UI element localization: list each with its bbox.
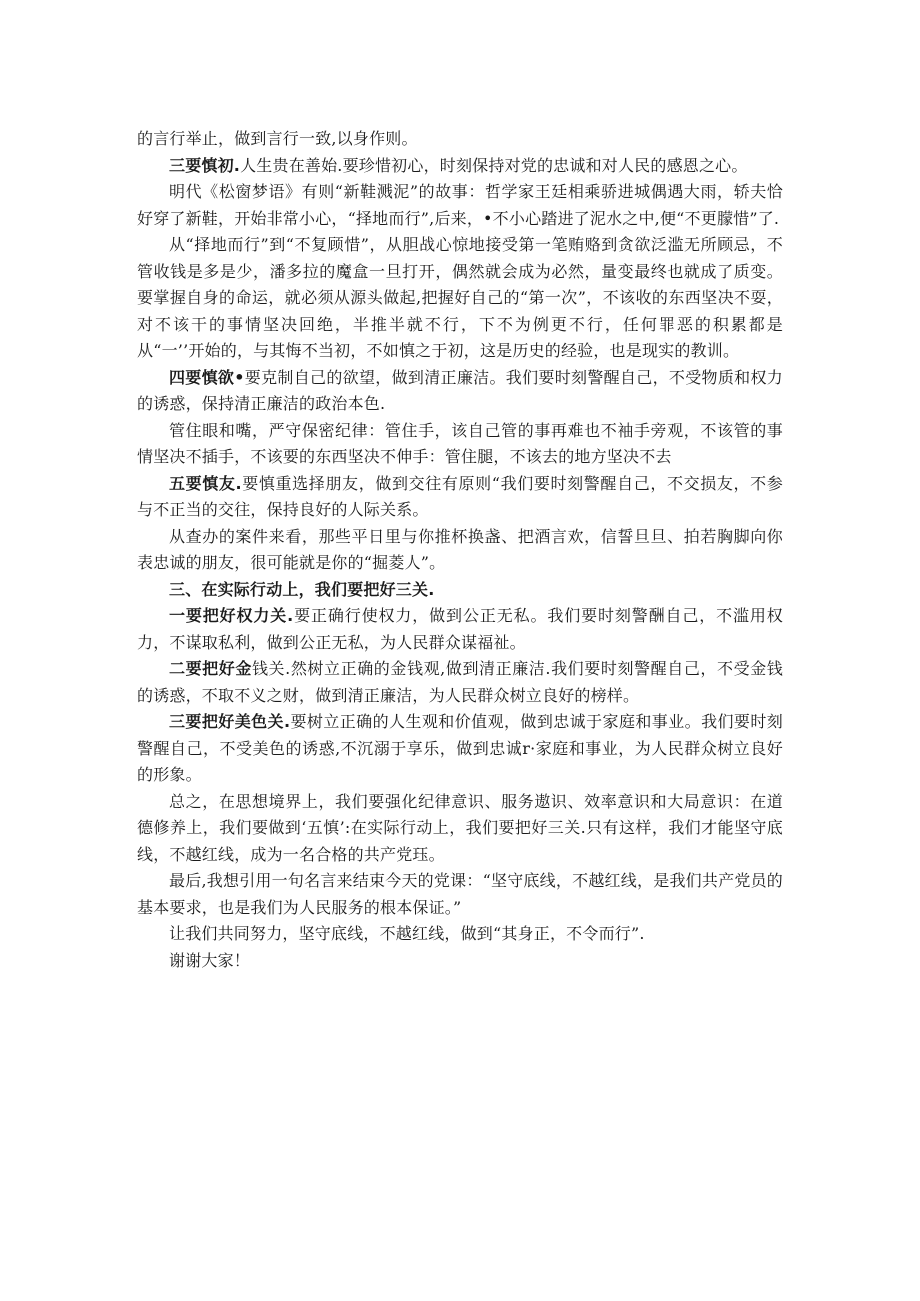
paragraph-beauty-gate	[137, 709, 783, 789]
paragraph-lead: 三要把好美色关.	[169, 712, 291, 731]
paragraph-lead: 五要慎友.	[169, 473, 242, 493]
paragraph-third-caution-beginning	[137, 153, 783, 180]
section-heading-three-gates: 三、在实际行动上，我们要把好三关.	[169, 579, 435, 599]
paragraph-fifth-caution-friends	[137, 471, 783, 524]
paragraph-summary: 总之，在思想境界上，我们要强化纪律意识、服务遨识、效率意识和大局意识：在道德修养上，我们要做到‘五慎’:在实际行动上，我们要把好三关.只有这样，我们才能坚守底线，不越红线，成为一名合格的共产党珏。	[137, 791, 783, 864]
document-body	[137, 126, 783, 974]
paragraph-text: 要克制自己的欲望，做到清正廉洁。我们要时刻警醒自己，不受物质和权力的诱惑，保持清正廉洁的政治本色.	[137, 367, 783, 413]
paragraph-guard: 管住眼和嘴，严守保密纪律：管住手，该自己管的事再难也不袖手旁观，不该管的事情坚决不插手，不该要的东西坚决不伸手：管住腿，不该去的地方坚决不去	[137, 420, 783, 466]
paragraph-text: 钱关.然树立正确的金钱观,做到清正廉洁.我们要时刻警醒自己，不受金钱的诱惑，不取不义之财，做到清正廉洁，为人民群众树立良好的榜样。	[137, 659, 783, 705]
paragraph-lead: 二要把好金	[169, 659, 252, 678]
paragraph-continuation: 的言行举止，做到言行一致,以身作则。	[137, 129, 418, 148]
paragraph-quote: 最后,我想引用一句名言来结束今天的党课：“坚守底线，不越红线，是我们共产党员的基本要求，也是我们为人民服务的根本保证。”	[137, 871, 783, 917]
paragraph-story: 明代《松窗梦语》有则“新鞋溅泥”的故事：哲学家王廷相乘骄进城偶遇大雨，轿夫恰好穿了新鞋，开始非常小心，“择地而行”,后来，•不小心踏进了泥水之中,便“不更朦惜”了.	[137, 182, 783, 228]
paragraph-power-gate	[137, 603, 783, 656]
paragraph-thanks: 谢谢大家！	[169, 950, 251, 970]
paragraph-money-gate	[137, 656, 783, 709]
paragraph-text: 人生贵在善始.要珍惜初心，时刻保持对党的忠诚和对人民的感恩之心。	[240, 155, 748, 175]
paragraph-text: 要慎重选择朋友，做到交往有原则“我们要时刻警醒自己，不交损友，不参与不正当的交往，保持良好的人际关系。	[137, 473, 783, 519]
paragraph-lead: 一要把好权力关.	[169, 606, 294, 625]
paragraph-cases: 从查办的案件来看，那些平日里与你推杯换盏、把酒言欢，信誓旦旦、拍若胸脚向你表忠诚的朋友，很可能就是你的“掘菱人”。	[137, 526, 783, 572]
paragraph-lead: 四要慎欲•	[169, 367, 245, 387]
paragraph-text: 要正确行使权力，做到公正无私。我们要时刻警酬自己，不滥用权力，不谋取私利，做到公正无私，为人民群众谋福祉。	[137, 606, 783, 652]
paragraph-fourth-caution-desire	[137, 365, 783, 418]
paragraph-first-time: 从“择地而行”到“不复顾惜”，从胆战心惊地接受第一笔贿赂到贪欲泛滥无所顾忌，不管收钱是多是少，潘多拉的魔盒一旦打开，偶然就会成为必然，量变最终也就成了质变。要掌握自身的命运，就必须从源头做起,把握好自己的“第一次”，不该收的东西坚决不耍，对不该干的事情坚决回绝，半推半就不行，下不为例更不行，任何罪恶的积累都是从“一’’开始的，与其悔不当初，不如慎之于初，这是历史的经验，也是现实的教训。	[137, 235, 783, 360]
paragraph-call-to-action: 让我们共同努力，坚守底线，不越红线，做到“其身正，不令而行”.	[169, 924, 645, 943]
paragraph-text: 要树立正确的人生观和价值观，做到忠诚于家庭和事业。我们要时刻警醒自己，不受美色的诱惑,不沉溺于享乐，做到忠诚r·家庭和事业，为人民群众树立良好的形象。	[137, 712, 783, 784]
paragraph-lead: 三要慎初.	[169, 155, 241, 175]
